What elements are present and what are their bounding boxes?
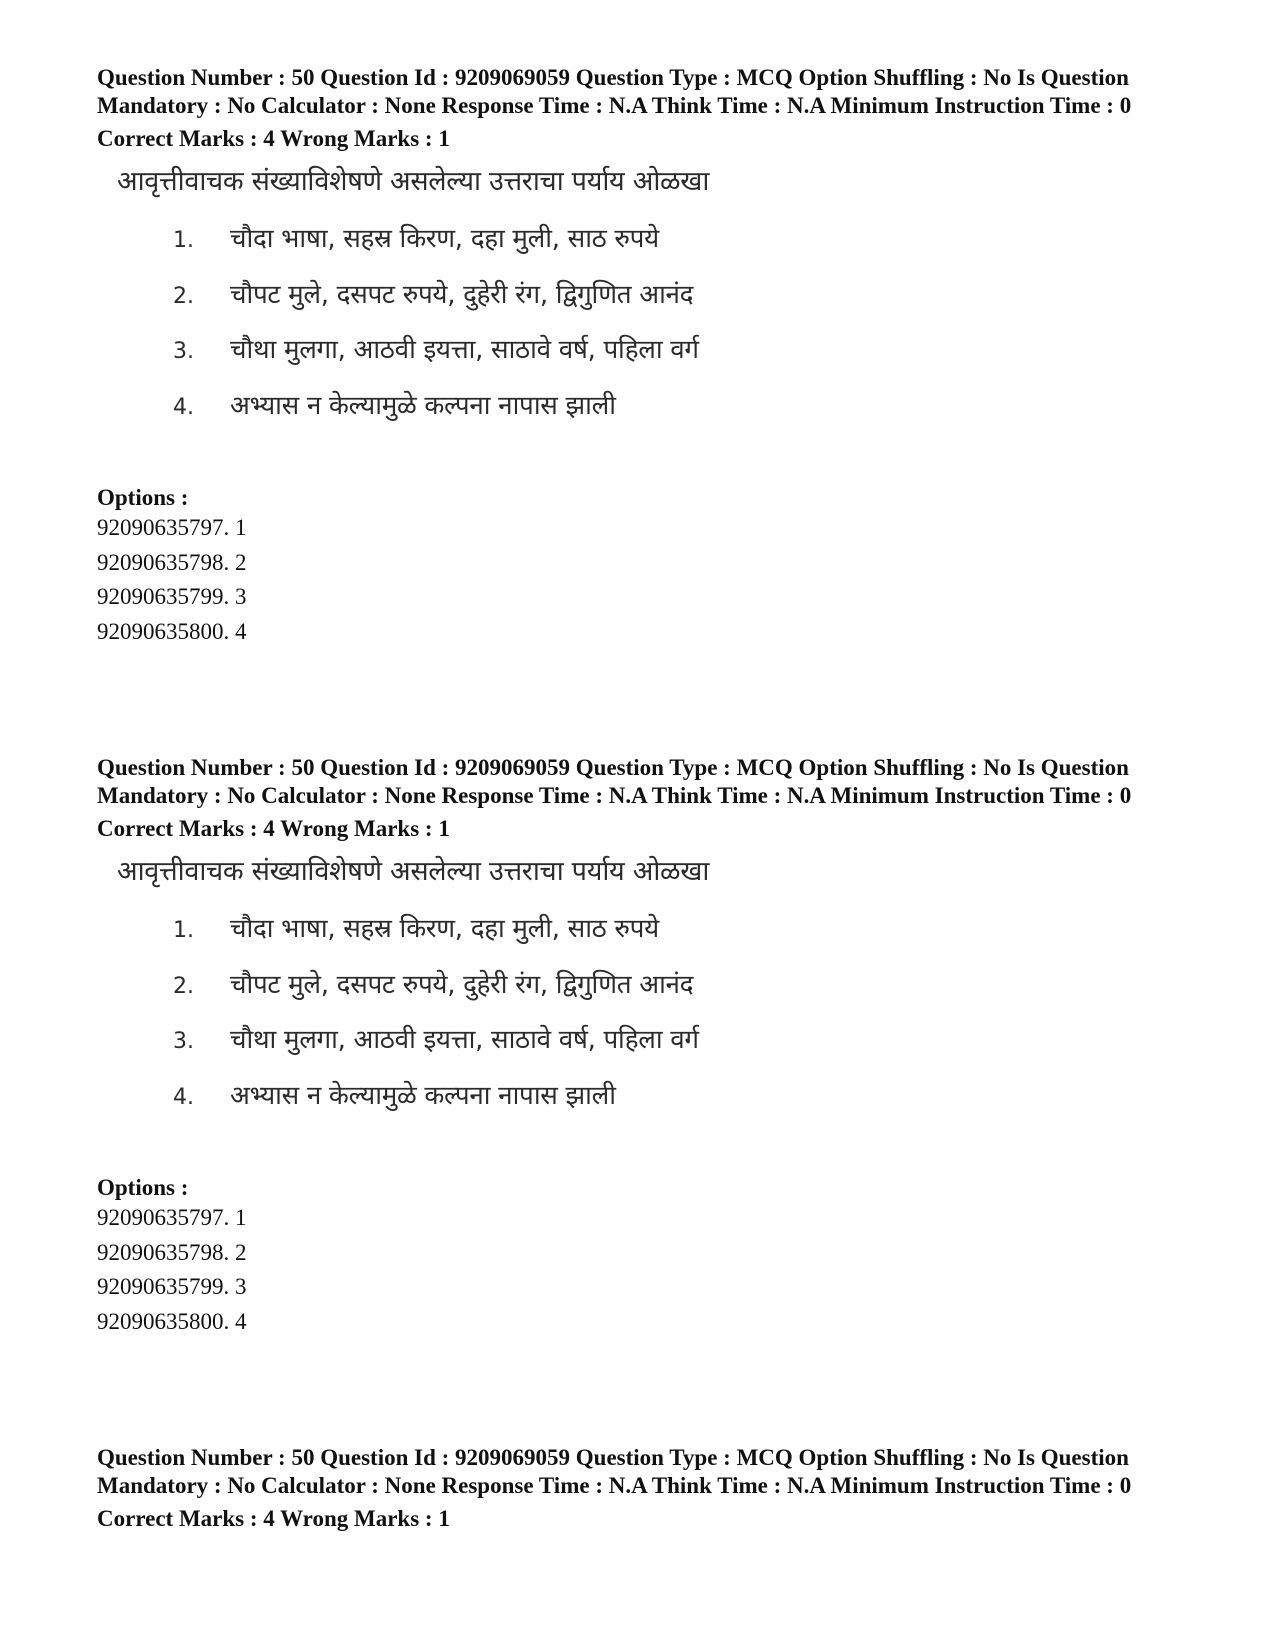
question-block-3	[97, 1444, 1207, 1532]
choice-number: 2.	[173, 974, 194, 999]
choice-number: 4.	[173, 1085, 194, 1110]
option-item: 92090635799. 3	[97, 584, 247, 609]
choice-text: अभ्यास न केल्यामुळे कल्पना नापास झाली	[230, 391, 616, 421]
choice-number: 2.	[173, 284, 194, 309]
choice-text: चौदा भाषा, सहस्र किरण, दहा मुली, साठ रुपये	[230, 914, 659, 944]
choice-number: 1.	[173, 918, 194, 943]
question-content	[97, 152, 1207, 452]
choice-text: चौथा मुलगा, आठवी इयत्ता, साठावे वर्ष, पहिला वर्ग	[230, 335, 699, 365]
question-meta: Question Number : 50 Question Id : 9209069059 Question Type : MCQ Option Shuffling : No Is Question Mandatory : No Calculator : None Response Time : N.A Think Time : N.A Minimum Instruction Time : 0	[97, 65, 1132, 118]
question-choice-3	[173, 333, 699, 369]
question-marks: Correct Marks : 4 Wrong Marks : 1	[97, 126, 450, 151]
choice-text: चौपट मुले, दसपट रुपये, दुहेरी रंग, द्विगुणित आनंद	[230, 970, 694, 1000]
options-list	[97, 511, 1207, 649]
choice-number: 3.	[173, 339, 194, 364]
option-item: 92090635800. 4	[97, 618, 247, 644]
question-prompt: आवृत्तीवाचक संख्याविशेषणे असलेल्या उत्तराचा पर्याय ओळखा	[117, 856, 710, 887]
question-prompt: आवृत्तीवाचक संख्याविशेषणे असलेल्या उत्तराचा पर्याय ओळखा	[117, 166, 710, 197]
choice-text: चौदा भाषा, सहस्र किरण, दहा मुली, साठ रुपये	[230, 224, 659, 254]
choice-text: चौथा मुलगा, आठवी इयत्ता, साठावे वर्ष, पहिला वर्ग	[230, 1025, 699, 1055]
option-item: 92090635798. 2	[97, 1239, 247, 1265]
option-item: 92090635797. 1	[97, 1205, 247, 1230]
options-list	[97, 1201, 1207, 1339]
question-block-2	[97, 754, 1207, 1339]
question-choice-2	[173, 278, 693, 314]
question-meta: Question Number : 50 Question Id : 9209069059 Question Type : MCQ Option Shuffling : No Is Question Mandatory : No Calculator : None Response Time : N.A Think Time : N.A Minimum Instruction Time : 0	[97, 1445, 1132, 1498]
option-item: 92090635800. 4	[97, 1308, 247, 1334]
option-item: 92090635798. 2	[97, 549, 247, 575]
question-marks: Correct Marks : 4 Wrong Marks : 1	[97, 1506, 450, 1531]
options-heading: Options :	[97, 485, 189, 510]
choice-number: 4.	[173, 395, 194, 420]
option-item: 92090635799. 3	[97, 1274, 247, 1299]
choice-number: 1.	[173, 228, 194, 253]
question-content	[97, 842, 1207, 1142]
question-block-1	[97, 64, 1207, 649]
question-choice-2	[173, 968, 693, 1004]
question-meta: Question Number : 50 Question Id : 9209069059 Question Type : MCQ Option Shuffling : No Is Question Mandatory : No Calculator : None Response Time : N.A Think Time : N.A Minimum Instruction Time : 0	[97, 755, 1132, 808]
question-choice-4	[173, 1079, 616, 1115]
question-choice-1	[173, 222, 659, 258]
question-choice-4	[173, 389, 616, 425]
option-item: 92090635797. 1	[97, 515, 247, 540]
question-choice-1	[173, 912, 659, 948]
choice-text: अभ्यास न केल्यामुळे कल्पना नापास झाली	[230, 1081, 616, 1111]
options-heading: Options :	[97, 1175, 189, 1200]
choice-text: चौपट मुले, दसपट रुपये, दुहेरी रंग, द्विगुणित आनंद	[230, 280, 694, 310]
question-marks: Correct Marks : 4 Wrong Marks : 1	[97, 816, 450, 841]
question-choice-3	[173, 1023, 699, 1059]
choice-number: 3.	[173, 1029, 194, 1054]
